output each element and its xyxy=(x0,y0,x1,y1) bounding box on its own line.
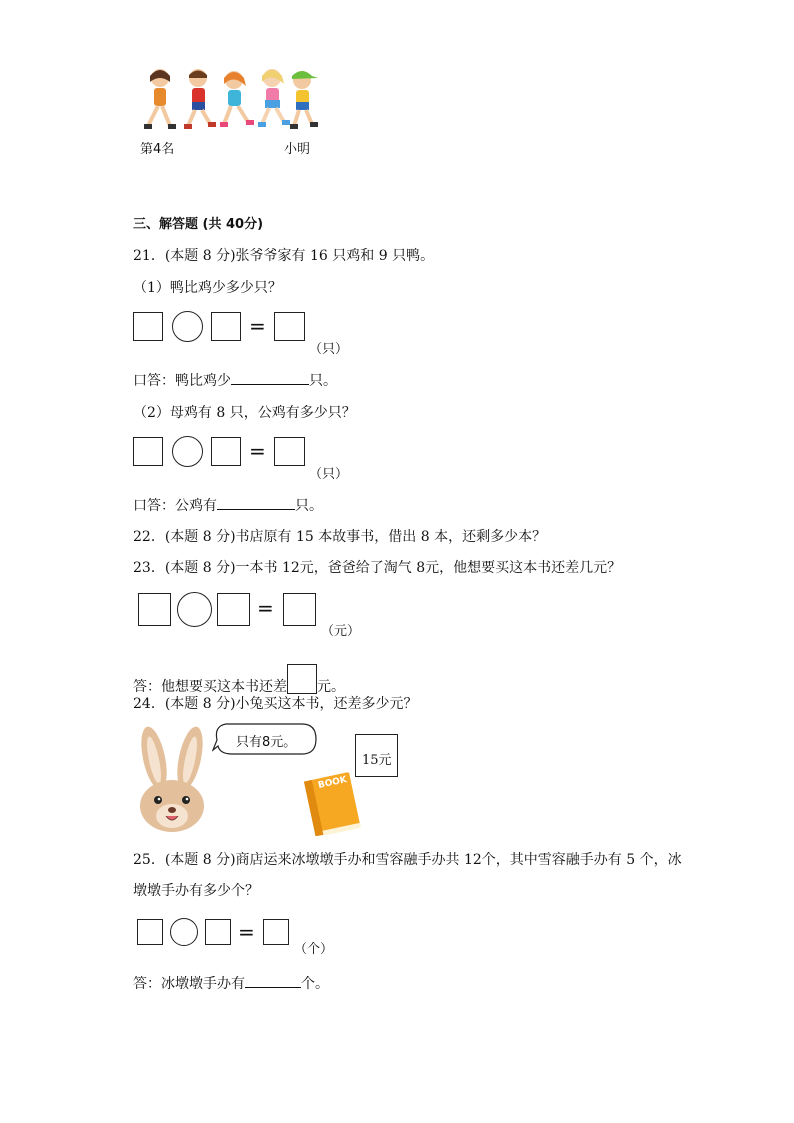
operator-circle[interactable] xyxy=(170,918,198,946)
equals-sign: = xyxy=(249,314,266,338)
answer-suffix: 只。 xyxy=(295,498,323,514)
result-box[interactable] xyxy=(274,312,305,341)
question-25-stem-line2: 墩墩手办有多少个？ xyxy=(133,883,259,899)
answer-21-1 xyxy=(133,370,337,390)
result-box[interactable] xyxy=(283,593,316,626)
answer-box[interactable] xyxy=(211,437,241,466)
runner-3 xyxy=(220,71,254,127)
answer-blank[interactable] xyxy=(217,497,295,510)
speech-text: 只有8元。 xyxy=(236,735,297,750)
answer-box[interactable] xyxy=(138,593,171,626)
question-22-stem: 22．(本题 8 分)书店原有 15 本故事书，借出 8 本，还剩多少本？ xyxy=(133,529,547,545)
answer-prefix: 答：他想要买这本书还差 xyxy=(133,679,287,695)
price-text: 15元 xyxy=(362,753,392,768)
question-21-part2: （2）母鸡有 8 只，公鸡有多少只？ xyxy=(133,405,356,421)
result-box[interactable] xyxy=(274,437,305,466)
equals-sign: = xyxy=(257,596,274,620)
equals-sign: = xyxy=(249,439,266,463)
running-children-illustration xyxy=(138,66,320,134)
section-heading: 三、解答题 (共 40分) xyxy=(133,217,264,232)
answer-box[interactable] xyxy=(133,437,163,466)
answer-box[interactable] xyxy=(137,919,163,945)
equals-sign: = xyxy=(238,920,255,944)
question-21-part1: （1）鸭比鸡少多少只？ xyxy=(133,280,282,296)
unit-label: （只） xyxy=(309,467,349,482)
answer-box[interactable] xyxy=(133,312,163,341)
unit-label: （元） xyxy=(321,624,361,639)
runner-2 xyxy=(184,69,216,129)
answer-prefix: 答：冰墩墩手办有 xyxy=(133,976,245,992)
answer-23 xyxy=(133,664,345,696)
answer-blank[interactable] xyxy=(231,372,309,385)
result-box[interactable] xyxy=(263,919,289,945)
operator-circle[interactable] xyxy=(172,311,203,342)
runner-1 xyxy=(144,69,176,129)
question-23-stem: 23．(本题 8 分)一本书 12元，爸爸给了淘气 8元，他想要买这本书还差几元？ xyxy=(133,560,622,576)
unit-label: （只） xyxy=(309,342,349,357)
operator-circle[interactable] xyxy=(177,592,212,627)
book-label: BOOK xyxy=(317,775,348,791)
answer-box[interactable] xyxy=(205,919,231,945)
unit-label: （个） xyxy=(294,942,334,957)
runner-label-4th: 第4名 xyxy=(140,142,175,157)
rabbit-illustration xyxy=(132,726,212,834)
answer-blank[interactable] xyxy=(245,975,301,988)
runner-4 xyxy=(258,69,290,127)
answer-prefix: 口答：公鸡有 xyxy=(133,498,217,514)
answer-25 xyxy=(133,973,329,993)
question-25-stem-line1: 25．(本题 8 分)商店运来冰墩墩手办和雪容融手办共 12个，其中雪容融手办有 5 个，冰 xyxy=(133,852,682,868)
answer-box[interactable] xyxy=(217,593,250,626)
answer-suffix: 只。 xyxy=(309,373,337,389)
answer-box[interactable] xyxy=(211,312,241,341)
answer-suffix: 个。 xyxy=(301,976,329,992)
runner-label-xiaoming: 小明 xyxy=(284,142,311,157)
answer-box[interactable] xyxy=(287,664,317,694)
question-21-stem: 21．(本题 8 分)张爷爷家有 16 只鸡和 9 只鸭。 xyxy=(133,248,435,264)
answer-prefix: 口答：鸭比鸡少 xyxy=(133,373,231,389)
runner-5 xyxy=(290,71,318,129)
answer-21-2 xyxy=(133,495,323,515)
operator-circle[interactable] xyxy=(172,436,203,467)
question-24-stem: 24．(本题 8 分)小兔买这本书，还差多少元？ xyxy=(133,696,418,712)
answer-suffix: 元。 xyxy=(317,679,345,695)
